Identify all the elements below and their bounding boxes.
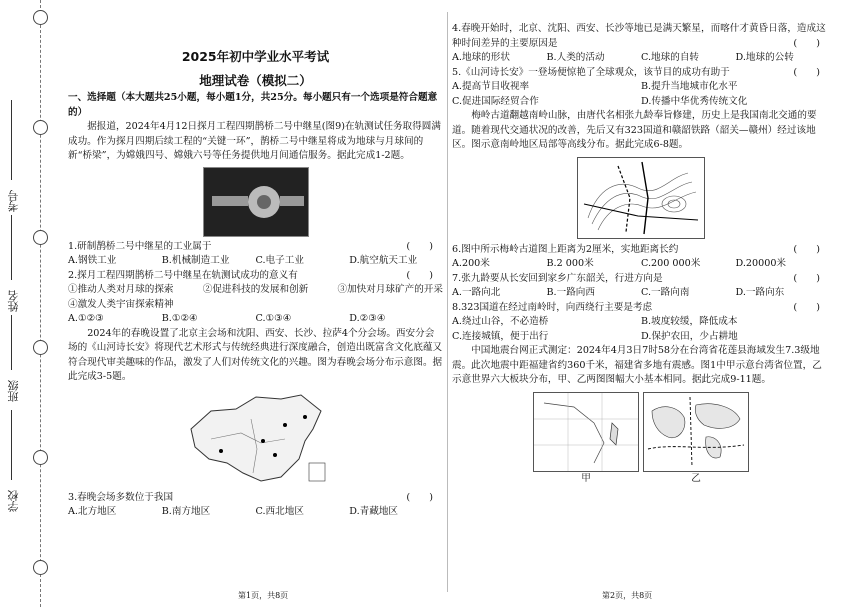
q7-option-c: C.一路向南 <box>641 287 690 298</box>
question-1 <box>68 240 443 269</box>
q1-option-c: C.电子工业 <box>255 255 304 266</box>
question-8 <box>452 301 830 345</box>
page-number: 第2页，共8页 <box>602 590 653 600</box>
china-venue-map <box>181 389 331 489</box>
figure-yi <box>643 392 749 487</box>
q6-option-d: D.20000米 <box>735 258 787 269</box>
q5-option-d: D.传播中华优秀传统文化 <box>641 95 748 107</box>
q4-option-a: A.地球的形状 <box>452 52 510 63</box>
q7-option-b: B.一路向西 <box>546 287 595 298</box>
q7-option-d: D.一路向东 <box>735 287 785 298</box>
fill-line <box>11 410 12 480</box>
q5-option-c: C.促进国际经贸合作 <box>452 95 539 107</box>
q2-option-d: D.②③④ <box>349 313 386 324</box>
left-column <box>68 0 443 607</box>
q6-option-a: A.200米 <box>452 258 490 269</box>
earthquake-figures <box>452 392 830 487</box>
passage-2: 2024年的春晚设置了北京主会场和沈阳、西安、长沙、拉萨4个分会场。西安分会场的《山河诗长安》将现代艺术形式与传统经典进行深度融合，创造出既富含文化底蕴又符合现代审美趣味的作品，激发了人们对传统文化的兴趣。图为春晚会场分布示意图。据此完成3-5题。 <box>68 327 443 382</box>
q2-item-4: ④激发人类宇宙探索精神 <box>68 298 174 310</box>
q4-option-c: C.地球的自转 <box>641 52 700 63</box>
q7-stem: 7.张九龄要从长安回到家乡广东韶关，行进方向是 <box>452 272 663 284</box>
question-3 <box>68 491 443 520</box>
binding-hole <box>33 230 48 245</box>
q4-option-d: D.地球的公转 <box>735 52 794 63</box>
q1-option-d: D.航空航天工业 <box>349 255 418 266</box>
question-5 <box>452 66 830 110</box>
question-6 <box>452 243 830 272</box>
q7-option-a: A.一路向北 <box>452 287 501 298</box>
passage-3: 梅岭古道翻越南岭山脉，由唐代名相张九龄奉旨修建，历史上是我国南北交通的要道。随着现代交通状况的改善，先后又有323国道和赣韶铁路（韶关—赣州）经过该地区。图示意南岭地区局部等高线分布。据此完成6-8题。 <box>452 110 817 150</box>
right-column <box>452 0 830 607</box>
question-2 <box>68 269 443 327</box>
q2-option-a: A.①②③ <box>68 313 104 324</box>
question-7 <box>452 272 830 301</box>
fill-line <box>11 215 12 280</box>
binding-hole <box>33 10 48 25</box>
q2-stem: 2.探月工程四期鹊桥二号中继星在轨测试成功的意义有 <box>68 269 298 281</box>
answer-paren: ( ) <box>793 272 820 284</box>
q5-option-b: B.提升当地城市化水平 <box>641 81 738 92</box>
fill-line <box>11 315 12 370</box>
answer-paren: ( ) <box>793 301 820 313</box>
q6-option-b: B.2 000米 <box>546 258 594 269</box>
answer-paren: ( ) <box>406 491 433 503</box>
fill-line <box>11 100 12 180</box>
q3-option-b: B.南方地区 <box>161 506 211 517</box>
satellite-photo <box>203 167 309 237</box>
passage-4: 中国地震台网正式测定：2024年4月3日7时58分在台湾省花莲县海域发生7.3级地震。此次地震中距福建省约360千米，福建省多地有震感。图1中甲示意台湾省位置，乙示意世界六大板块分布，甲、乙两图图幅大小基本相同。据此完成9-11题。 <box>452 345 822 385</box>
q3-option-d: D.青藏地区 <box>349 506 399 517</box>
q3-option-a: A.北方地区 <box>68 506 117 517</box>
answer-paren: ( ) <box>793 37 820 49</box>
figure-jia-label: 甲 <box>581 472 591 484</box>
q1-option-b: B.机械制造工业 <box>161 255 230 266</box>
world-plates-map <box>643 392 749 472</box>
answer-paren: ( ) <box>793 66 820 78</box>
q8-option-b: B.坡度较缓，降低成本 <box>641 316 738 327</box>
section-heading: 一、选择题（本大题共25小题，每小题1分，共25分。每小题只有一个选项是符合题意的） <box>68 92 438 118</box>
q5-option-a: A.提高节目收视率 <box>452 81 530 92</box>
question-4 <box>452 22 830 66</box>
q8-option-d: D.保护农田，少占耕地 <box>641 330 738 342</box>
q8-option-a: A.绕过山谷，不必造桥 <box>452 316 549 327</box>
answer-paren: ( ) <box>406 269 433 281</box>
binding-hole <box>33 560 48 575</box>
q8-stem: 8.323国道在经过南岭时，向西绕行主要是考虑 <box>452 301 653 313</box>
q3-option-c: C.西北地区 <box>255 506 304 517</box>
page-number: 第1页，共8页 <box>238 590 289 600</box>
q2-option-b: B.①②④ <box>161 313 198 324</box>
q4-option-b: B.人类的活动 <box>546 52 605 63</box>
q1-stem: 1.研制鹊桥二号中继星的工业属于 <box>68 240 212 252</box>
q2-item-3: ③加快对月球矿产的开采 <box>337 284 443 295</box>
answer-paren: ( ) <box>406 240 433 252</box>
passage-1: 据报道，2024年4月12日探月工程四期鹊桥二号中继星(图9)在轨测试任务取得圆满成功。作为探月四期后续工程的“关键一环”，鹊桥二号中继星将成为地球与月球间的新“桥梁”，为嫦娥四号、嫦娥六号等任务提供地月间通信服务。据此完成1-2题。 <box>68 121 441 161</box>
label-school: 学校 <box>7 490 20 512</box>
exam-subtitle: 地理试卷（模拟二） <box>199 72 312 88</box>
figure-jia <box>533 392 639 487</box>
q6-option-c: C.200 000米 <box>641 258 701 269</box>
binding-margin <box>0 0 62 607</box>
q6-stem: 6.图中所示梅岭古道图上距离为2厘米，实地距离长约 <box>452 243 679 255</box>
q4-stem: 4.春晚开始时，北京、沈阳、西安、长沙等地已是满天繁星，而喀什才黄昏日落，造成这种时间差异的主要原因是 <box>452 23 826 49</box>
label-class: 班级 <box>7 380 20 402</box>
exam-title: 2025年初中学业水平考试 <box>181 49 330 64</box>
q2-item-1: ①推动人类对月球的探索 <box>68 284 174 295</box>
q5-stem: 5.《山河诗长安》一登场便惊艳了全球观众，该节目的成功有助于 <box>452 66 730 78</box>
cut-line <box>40 0 41 607</box>
figure-yi-label: 乙 <box>691 472 701 484</box>
binding-hole <box>33 450 48 465</box>
column-divider <box>447 12 448 592</box>
q2-item-2: ②促进科技的发展和创新 <box>202 284 309 295</box>
q1-option-a: A.钢铁工业 <box>68 255 117 266</box>
binding-hole <box>33 120 48 135</box>
taiwan-location-map <box>533 392 639 472</box>
label-exam-number: 考号 <box>7 190 20 212</box>
answer-paren: ( ) <box>793 243 820 255</box>
label-name: 姓名 <box>7 290 20 312</box>
q8-option-c: C.连接城镇，便于出行 <box>452 330 549 342</box>
binding-hole <box>33 340 48 355</box>
q2-option-c: C.①③④ <box>255 313 292 324</box>
q3-stem: 3.春晚会场多数位于我国 <box>68 491 174 503</box>
contour-map <box>577 157 705 239</box>
